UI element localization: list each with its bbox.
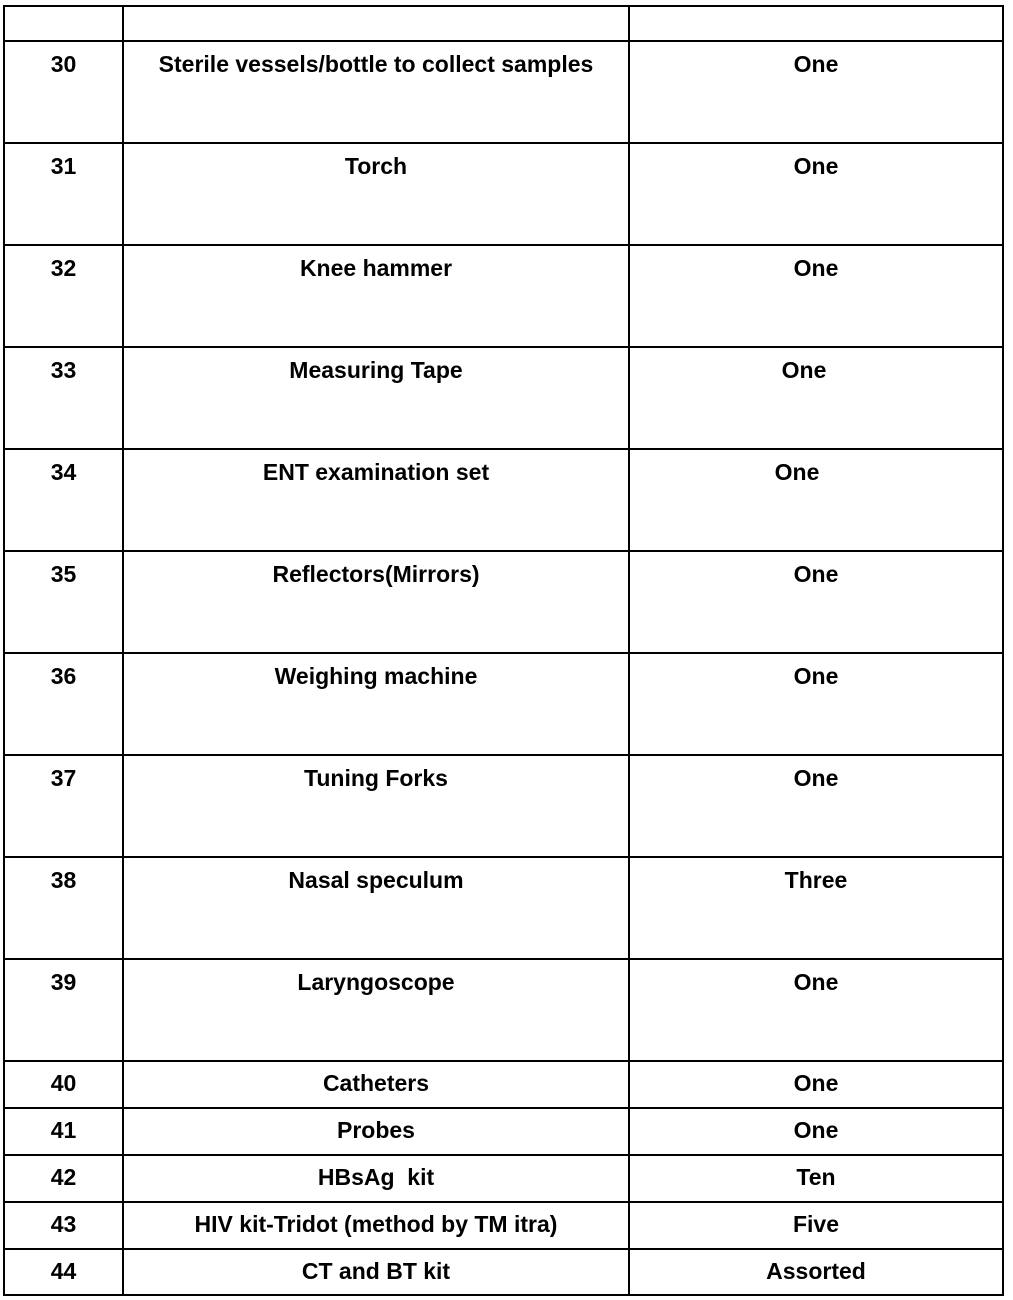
row-item: CT and BT kit <box>123 1249 629 1295</box>
row-quantity: One <box>629 1108 1003 1155</box>
table-row <box>4 1249 1003 1295</box>
equipment-table <box>3 5 1004 1296</box>
row-item: Reflectors(Mirrors) <box>123 551 629 653</box>
row-number: 35 <box>4 551 123 653</box>
row-item: Catheters <box>123 1061 629 1108</box>
header-item <box>123 6 629 41</box>
row-quantity: One <box>629 755 1003 857</box>
table-row <box>4 551 1003 653</box>
row-number: 36 <box>4 653 123 755</box>
row-item: HIV kit-Tridot (method by TM itra) <box>123 1202 629 1249</box>
row-item: Weighing machine <box>123 653 629 755</box>
row-quantity: One <box>629 245 1003 347</box>
table-header-row <box>4 6 1003 41</box>
row-item: Measuring Tape <box>123 347 629 449</box>
table-row <box>4 449 1003 551</box>
table-row <box>4 41 1003 143</box>
row-number: 41 <box>4 1108 123 1155</box>
row-number: 33 <box>4 347 123 449</box>
row-item: Nasal speculum <box>123 857 629 959</box>
table-row <box>4 755 1003 857</box>
header-no <box>4 6 123 41</box>
row-number: 42 <box>4 1155 123 1202</box>
row-number: 30 <box>4 41 123 143</box>
row-quantity: Three <box>629 857 1003 959</box>
row-item: ENT examination set <box>123 449 629 551</box>
table-row <box>4 245 1003 347</box>
row-quantity: One <box>629 551 1003 653</box>
row-quantity: One <box>629 959 1003 1061</box>
table-row <box>4 1155 1003 1202</box>
row-quantity: One <box>629 449 1003 551</box>
table-row <box>4 1061 1003 1108</box>
row-item: Sterile vessels/bottle to collect samples <box>123 41 629 143</box>
row-quantity: One <box>629 347 1003 449</box>
row-number: 32 <box>4 245 123 347</box>
row-quantity: One <box>629 143 1003 245</box>
row-item: Laryngoscope <box>123 959 629 1061</box>
row-quantity: Ten <box>629 1155 1003 1202</box>
table-row <box>4 347 1003 449</box>
header-quantity <box>629 6 1003 41</box>
row-item: Torch <box>123 143 629 245</box>
row-quantity: Assorted <box>629 1249 1003 1295</box>
row-quantity: Five <box>629 1202 1003 1249</box>
row-item: Tuning Forks <box>123 755 629 857</box>
row-number: 39 <box>4 959 123 1061</box>
table-row <box>4 653 1003 755</box>
row-item: Probes <box>123 1108 629 1155</box>
row-number: 43 <box>4 1202 123 1249</box>
row-number: 38 <box>4 857 123 959</box>
row-number: 40 <box>4 1061 123 1108</box>
row-number: 34 <box>4 449 123 551</box>
row-quantity: One <box>629 1061 1003 1108</box>
row-number: 37 <box>4 755 123 857</box>
table-row <box>4 959 1003 1061</box>
row-quantity: One <box>629 653 1003 755</box>
row-item: Knee hammer <box>123 245 629 347</box>
table-row <box>4 857 1003 959</box>
table-row <box>4 1202 1003 1249</box>
row-item: HBsAg kit <box>123 1155 629 1202</box>
table-row <box>4 1108 1003 1155</box>
row-number: 31 <box>4 143 123 245</box>
table-row <box>4 143 1003 245</box>
row-quantity: One <box>629 41 1003 143</box>
row-number: 44 <box>4 1249 123 1295</box>
